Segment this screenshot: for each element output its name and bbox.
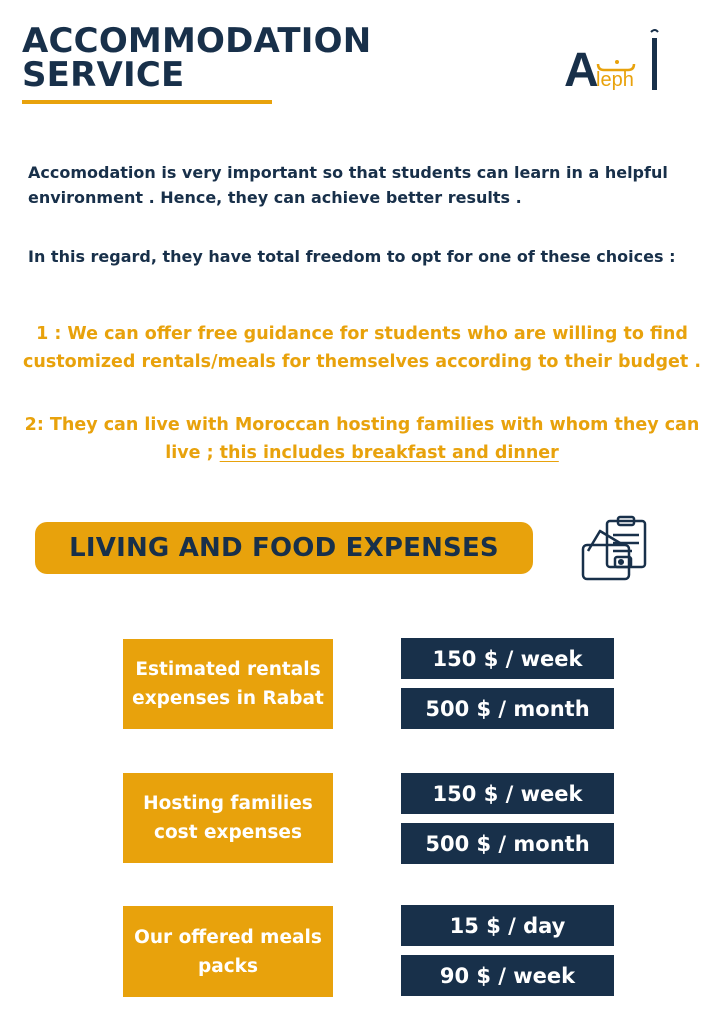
rental-expenses-label: Estimated rentals expenses in Rabat (123, 639, 333, 729)
meals-weekly-cost: 90 $ / week (401, 955, 614, 996)
wallet-icon (580, 515, 652, 585)
aleph-logo (562, 24, 672, 96)
page-title-line2: SERVICE (22, 55, 185, 95)
expenses-banner (35, 522, 533, 574)
svg-text:A: A (564, 44, 599, 96)
hosting-families-label: Hosting families cost expenses (123, 773, 333, 863)
hosting-monthly-cost: 500 $ / month (401, 823, 614, 864)
svg-text:leph: leph (596, 69, 634, 91)
choice-two-text: 2: They can live with Moroccan hosting families with whom they can live ; (24, 415, 700, 463)
meals-daily-cost: 15 $ / day (401, 905, 614, 946)
rental-monthly-cost: 500 $ / month (401, 688, 614, 729)
choice-two-underlined: this includes breakfast and dinner (219, 443, 559, 463)
page-title-line1: ACCOMMODATION (22, 21, 372, 61)
page-title (22, 21, 372, 95)
expenses-banner-label: LIVING AND FOOD EXPENSES (69, 533, 499, 563)
rental-weekly-cost: 150 $ / week (401, 638, 614, 679)
hosting-weekly-cost: 150 $ / week (401, 773, 614, 814)
choice-two (10, 411, 714, 467)
title-underline (22, 100, 272, 104)
meals-packs-label: Our offered meals packs (123, 906, 333, 997)
intro-paragraph: Accomodation is very important so that students can learn in a helpful environment . Hence, they can achieve better results . (28, 163, 668, 207)
intro-choices-lead: In this regard, they have total freedom to opt for one of these choices : (28, 247, 676, 266)
choice-one: 1 : We can offer free guidance for students who are willing to find customized rentals/meals for themselves according to their budget . (23, 324, 701, 372)
